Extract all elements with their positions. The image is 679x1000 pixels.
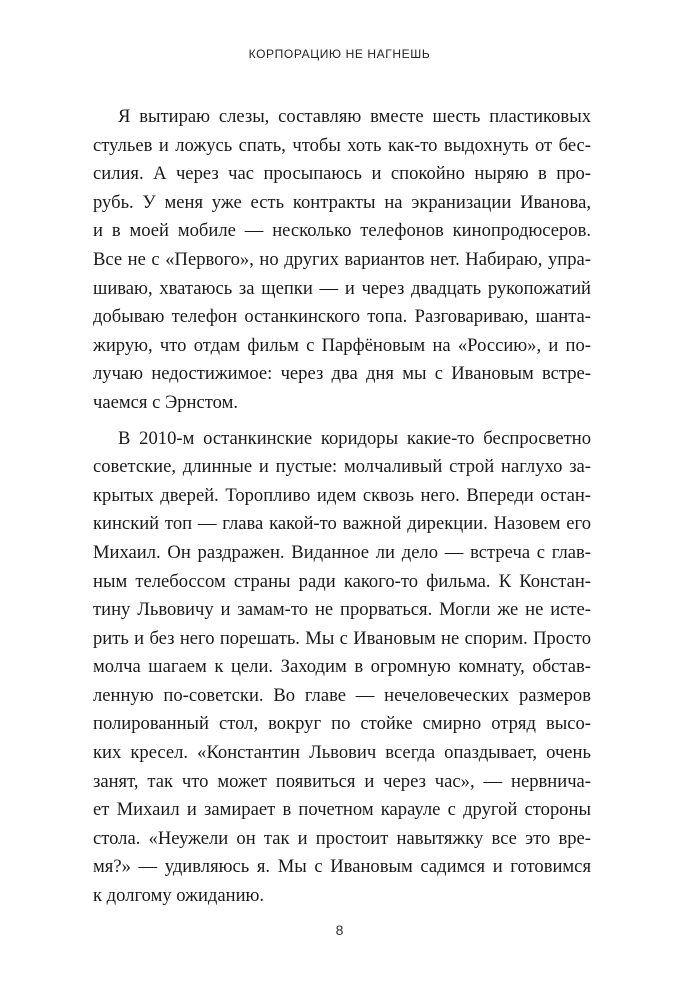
text-line: стульев и ложусь спать, чтобы хоть как-то выдохнуть от бес-	[93, 134, 591, 156]
body-text	[93, 103, 591, 911]
text-line: рить и без него порешать. Мы с Ивановым не спорим. Просто	[93, 627, 591, 649]
page-number: 8	[335, 922, 344, 938]
text-line: и в моей мобиле — несколько телефонов кинопродюсеров.	[93, 220, 591, 242]
paragraph	[93, 425, 591, 911]
text-line: ленную по-советски. Во главе — нечеловеческих размеров	[93, 684, 591, 706]
text-line: жирую, что отдам фильм с Парфёновым на «Россию», и по-	[93, 334, 591, 356]
text-line: чаемся с Эрнстом.	[93, 391, 238, 413]
paragraph-gap	[93, 418, 591, 425]
text-line: лучаю недостижимое: через два дня мы с Ивановым встре-	[93, 363, 591, 385]
paragraph	[93, 103, 591, 418]
running-head: КОРПОРАЦИЮ НЕ НАГНЕШЬ	[248, 47, 431, 61]
text-line: ным телебоссом страны ради какого-то фильма. К Констан-	[93, 570, 591, 592]
text-line: ких кресел. «Константин Львович всегда опаздывает, очень	[93, 742, 591, 764]
text-line: Михаил. Он раздражен. Виданное ли дело — встреча с глав-	[93, 541, 591, 563]
text-line: советские, длинные и пустые: молчаливый строй наглухо за-	[93, 456, 591, 478]
text-line: к долгому ожиданию.	[93, 885, 265, 907]
text-line: занят, так что может появиться и через час», — нервнича-	[93, 770, 591, 792]
text-line: молча шагаем к цели. Заходим в огромную комнату, обстав-	[93, 656, 591, 678]
text-line: В 2010-м останкинские коридоры какие-то беспросветно	[118, 427, 591, 449]
text-line: добываю телефон останкинского топа. Разговариваю, шанта-	[93, 306, 591, 328]
text-line: рубь. У меня уже есть контракты на экранизации Иванова,	[93, 191, 591, 213]
text-line: тину Львовичу и замам-то не прорваться. Могли же не истe-	[93, 599, 591, 621]
text-line: Все не с «Первого», но других вариантов нет. Набираю, упра-	[93, 248, 591, 270]
text-line: шиваю, хватаюсь за щепки — и через двадцать рукопожатий	[93, 277, 591, 299]
text-line: стола. «Неужели он так и простоит навытяжку все это вре-	[93, 827, 591, 849]
text-line: ет Михаил и замирает в почетном карауле с другой стороны	[93, 799, 591, 821]
text-line: мя?» — удивляюсь я. Мы с Ивановым садимся и готовимся	[93, 856, 591, 878]
text-line: Я вытираю слезы, составляю вместе шесть пластиковых	[118, 106, 591, 127]
text-line: силия. А через час просыпаюсь и спокойно ныряю в про-	[93, 163, 591, 185]
text-line: полированный стол, вокруг по стойке смирно отряд высо-	[93, 713, 591, 735]
text-line: кинский топ — глава какой-то важной дирекции. Назовем его	[93, 513, 591, 535]
text-line: крытых дверей. Торопливо идем сквозь него. Впереди остан-	[93, 484, 591, 506]
